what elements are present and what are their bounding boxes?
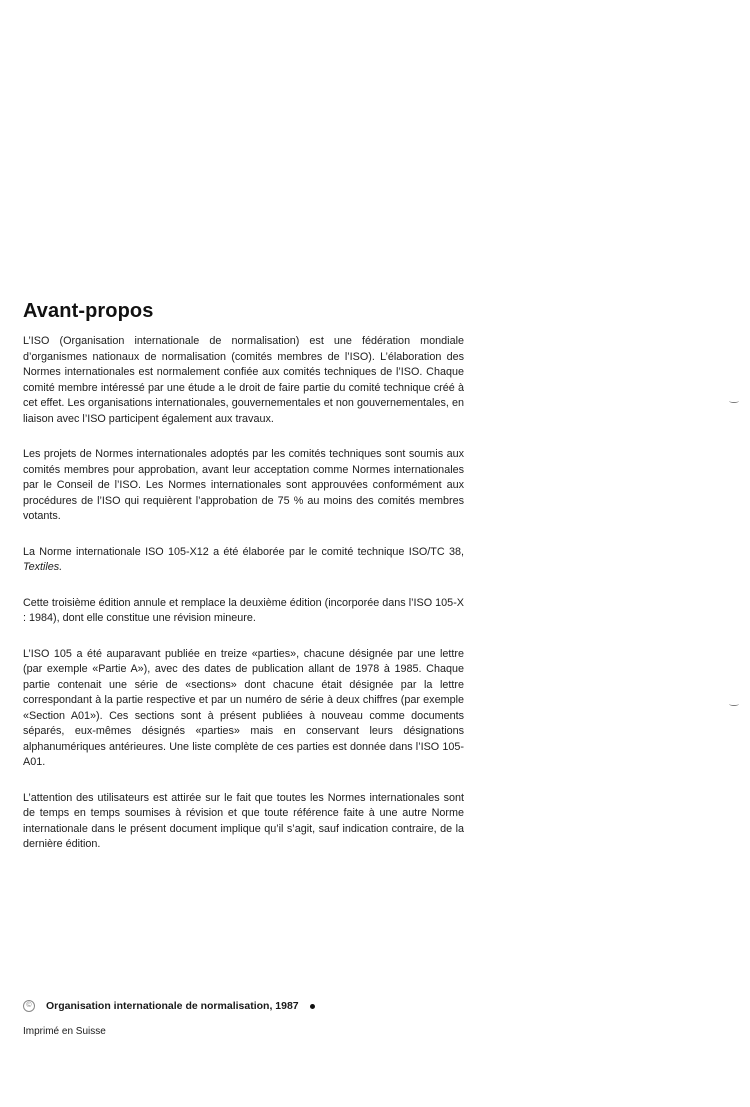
preparation-text: La Norme internationale ISO 105-X12 a été élaborée par le comité technique ISO/TC 38, (23, 545, 464, 558)
bullet-icon (310, 1004, 315, 1009)
paragraph-edition: Cette troisième édition annule et remplace la deuxième édition (incorporée dans l’ISO 105-X : 1984), dont elle constitue une révision mineure. (23, 596, 464, 624)
paragraph-iso-organisation: L’ISO (Organisation internationale de normalisation) est une fédération mondiale d’organismes nationaux de normalisation (comités membres de l’ISO). L’élaboration des Normes internationales est normalement confiée aux comités techniques de l’ISO. Chaque comité membre intéressé par une étude a le droit de faire partie du comité technique créé à cet effet. Les organisations internationales, gouvernementales et non gouvernementales, en liaison avec l’ISO participent également aux travaux. (23, 335, 464, 425)
scan-margin-mark (729, 702, 739, 706)
copyright-icon: © (23, 1000, 35, 1012)
page-title: Avant-propos (23, 300, 154, 322)
printed-in-text: Imprimé en Suisse (23, 1026, 106, 1037)
copyright-line (23, 1000, 315, 1012)
paragraph-draft-standards: Les projets de Normes internationales adoptés par les comités techniques sont soumis aux comités membres pour approbation, avant leur acceptation comme Normes internationales par le Conseil de l’ISO. Les Normes internationales sont approuvées conformément aux procédures de l’ISO qui requièrent l’approbation de 75 % au moins des comités membres votants. (23, 448, 464, 522)
scan-margin-mark (729, 399, 739, 403)
preparation-committee-name: Textiles. (23, 561, 63, 573)
paragraph-parts-history: L’ISO 105 a été auparavant publiée en treize «parties», chacune désignée par une lettre (par exemple «Partie A»), avec des dates de publication allant de 1978 à 1985. Chaque partie contenait une série de «sections» dont chacune était désignée par la lettre correspondant à la partie respective et par un numéro de série à deux chiffres (par exemple «Section A01»). Ces sections sont à présent publiées à nouveau comme documents séparés, eux-mêmes désignés «parties» mais en conservant leurs désignations alphanumériques antérieures. Une liste complète de ces parties est donnée dans l’ISO 105-A01. (23, 647, 464, 768)
foreword-body (23, 334, 464, 873)
paragraph-revision-notice: L’attention des utilisateurs est attirée sur le fait que toutes les Normes internationales sont de temps en temps soumises à révision et que toute référence faite à une autre Norme internationale dans le présent document implique qu’il s’agit, sauf indication contraire, de la dernière édition. (23, 791, 464, 850)
paragraph-preparation (23, 545, 464, 576)
copyright-text: Organisation internationale de normalisation, 1987 (46, 1000, 299, 1012)
